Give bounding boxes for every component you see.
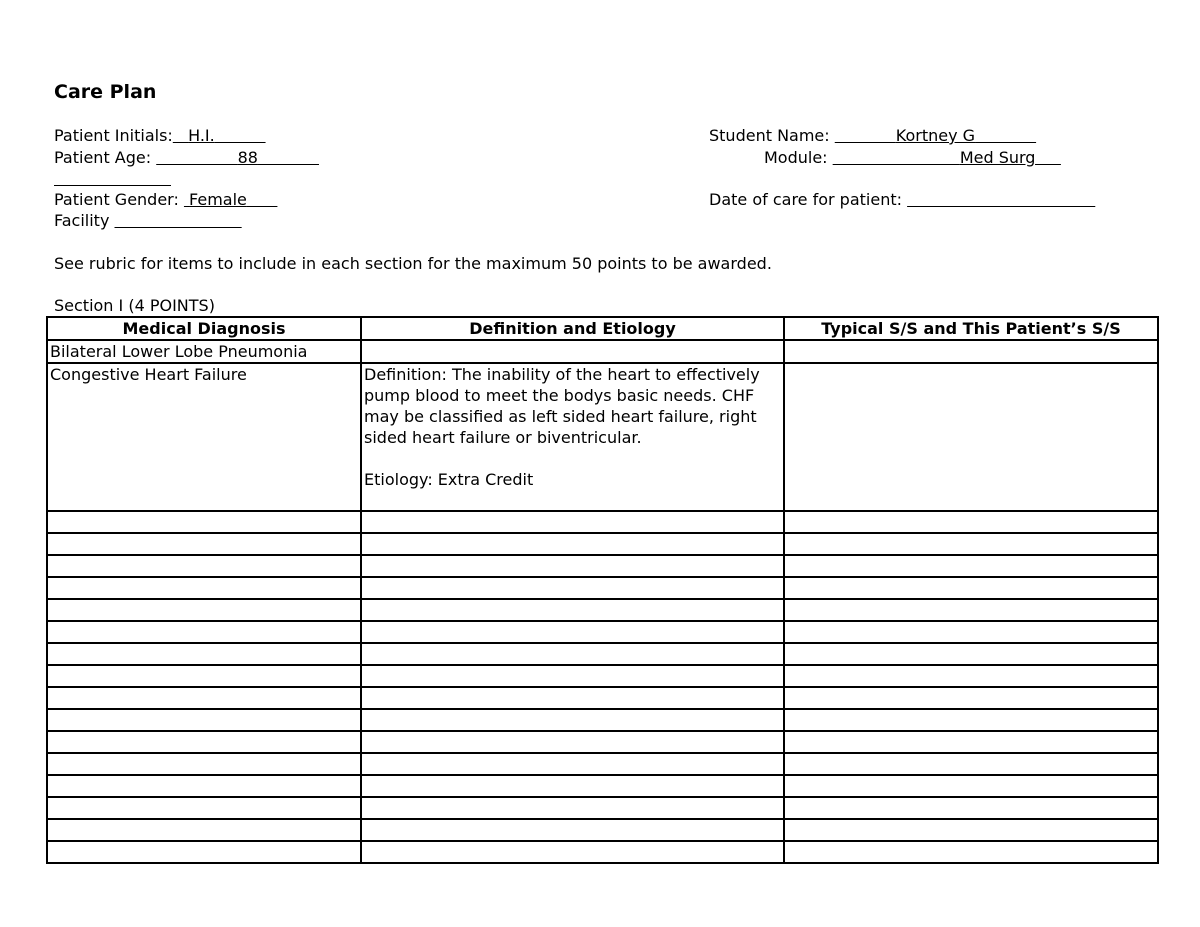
- student-name-value: Kortney G: [895, 126, 976, 145]
- instructions-text: See rubric for items to include in each section for the maximum 50 points to be awarded.: [54, 254, 772, 273]
- table-row: [47, 709, 1158, 731]
- signs-symptoms-cell[interactable]: [784, 577, 1158, 599]
- signs-symptoms-cell[interactable]: [784, 643, 1158, 665]
- signs-symptoms-cell[interactable]: [784, 533, 1158, 555]
- table-row: [47, 511, 1158, 533]
- facility-field: [54, 211, 242, 231]
- definition-cell[interactable]: [361, 340, 784, 363]
- definition-cell[interactable]: [361, 511, 784, 533]
- diagnosis-table: [46, 316, 1159, 864]
- table-row: [47, 841, 1158, 863]
- definition-cell[interactable]: [361, 687, 784, 709]
- module-label: Module:: [764, 148, 833, 167]
- patient-gender-label: Patient Gender:: [54, 190, 184, 209]
- definition-cell[interactable]: Definition: The inability of the heart to effectively pump blood to meet the bodys basic needs. CHF may be classified as left sided heart failure, right sided heart failure or biventricular. Etiology: Extra Credit: [361, 363, 784, 511]
- definition-cell[interactable]: [361, 533, 784, 555]
- definition-cell[interactable]: [361, 797, 784, 819]
- patient-gender-field: [54, 190, 277, 210]
- table-row: [47, 533, 1158, 555]
- diagnosis-cell[interactable]: [47, 577, 361, 599]
- module-blank: [833, 148, 1061, 167]
- diagnosis-cell[interactable]: [47, 555, 361, 577]
- signs-symptoms-cell[interactable]: [784, 621, 1158, 643]
- table-row: [47, 340, 1158, 363]
- signs-symptoms-cell[interactable]: [784, 709, 1158, 731]
- student-name-label: Student Name:: [709, 126, 835, 145]
- table-header-row: [47, 317, 1158, 340]
- header-medical-diagnosis: Medical Diagnosis: [47, 317, 361, 340]
- signs-symptoms-cell[interactable]: [784, 775, 1158, 797]
- patient-initials-label: Patient Initials:: [54, 126, 173, 145]
- diagnosis-cell[interactable]: [47, 599, 361, 621]
- table-row: [47, 753, 1158, 775]
- patient-age-blank: [156, 148, 319, 167]
- diagnosis-cell[interactable]: [47, 643, 361, 665]
- table-row: [47, 599, 1158, 621]
- signs-symptoms-cell[interactable]: [784, 599, 1158, 621]
- definition-cell[interactable]: [361, 621, 784, 643]
- diagnosis-cell[interactable]: [47, 775, 361, 797]
- table-row: [47, 621, 1158, 643]
- patient-gender-blank: [184, 190, 277, 209]
- signs-symptoms-cell[interactable]: [784, 555, 1158, 577]
- diagnosis-cell[interactable]: Bilateral Lower Lobe Pneumonia: [47, 340, 361, 363]
- date-of-care-field: [709, 190, 1095, 210]
- definition-cell[interactable]: [361, 841, 784, 863]
- signs-symptoms-cell[interactable]: [784, 753, 1158, 775]
- signs-symptoms-cell[interactable]: [784, 511, 1158, 533]
- patient-initials-value: H.I.: [188, 126, 215, 145]
- diagnosis-cell[interactable]: [47, 731, 361, 753]
- diagnosis-cell[interactable]: [47, 709, 361, 731]
- table-row: [47, 665, 1158, 687]
- definition-cell[interactable]: [361, 555, 784, 577]
- definition-cell[interactable]: [361, 665, 784, 687]
- patient-age-blank-wrap: [54, 169, 171, 189]
- diagnosis-cell[interactable]: [47, 753, 361, 775]
- definition-cell[interactable]: [361, 599, 784, 621]
- definition-cell[interactable]: [361, 643, 784, 665]
- signs-symptoms-cell[interactable]: [784, 819, 1158, 841]
- signs-symptoms-cell[interactable]: [784, 340, 1158, 363]
- section-label: Section I (4 POINTS): [54, 296, 215, 315]
- signs-symptoms-cell[interactable]: [784, 363, 1158, 511]
- date-of-care-blank: [907, 190, 1095, 209]
- diagnosis-cell[interactable]: [47, 819, 361, 841]
- signs-symptoms-cell[interactable]: [784, 665, 1158, 687]
- header-signs-symptoms: Typical S/S and This Patient’s S/S: [784, 317, 1158, 340]
- patient-age-value: 88: [237, 148, 258, 167]
- diagnosis-cell[interactable]: Congestive Heart Failure: [47, 363, 361, 511]
- signs-symptoms-cell[interactable]: [784, 797, 1158, 819]
- student-name-blank: [835, 126, 1036, 145]
- patient-age-field: [54, 148, 319, 168]
- module-field: [764, 148, 1061, 168]
- signs-symptoms-cell[interactable]: [784, 687, 1158, 709]
- diagnosis-cell[interactable]: [47, 687, 361, 709]
- facility-blank: [115, 211, 242, 230]
- table-row: [47, 363, 1158, 511]
- definition-cell[interactable]: [361, 577, 784, 599]
- definition-cell[interactable]: [361, 709, 784, 731]
- header-definition-etiology: Definition and Etiology: [361, 317, 784, 340]
- patient-age-label: Patient Age:: [54, 148, 157, 167]
- table-row: [47, 687, 1158, 709]
- table-row: [47, 555, 1158, 577]
- diagnosis-cell[interactable]: [47, 533, 361, 555]
- table-row: [47, 577, 1158, 599]
- patient-initials-field: [54, 126, 266, 146]
- signs-symptoms-cell[interactable]: [784, 731, 1158, 753]
- table-row: [47, 775, 1158, 797]
- table-row: [47, 819, 1158, 841]
- table-row: [47, 797, 1158, 819]
- diagnosis-cell[interactable]: [47, 621, 361, 643]
- page-title: Care Plan: [54, 81, 157, 103]
- student-name-field: [709, 126, 1036, 146]
- diagnosis-cell[interactable]: [47, 841, 361, 863]
- patient-initials-blank: [173, 126, 266, 145]
- signs-symptoms-cell[interactable]: [784, 841, 1158, 863]
- definition-cell[interactable]: [361, 819, 784, 841]
- facility-label: Facility: [54, 211, 115, 230]
- diagnosis-cell[interactable]: [47, 797, 361, 819]
- definition-cell[interactable]: [361, 775, 784, 797]
- table-row: [47, 731, 1158, 753]
- table-row: [47, 643, 1158, 665]
- diagnosis-cell[interactable]: [47, 665, 361, 687]
- date-of-care-label: Date of care for patient:: [709, 190, 908, 209]
- module-value: Med Surg: [959, 148, 1036, 167]
- definition-cell[interactable]: [361, 753, 784, 775]
- diagnosis-cell[interactable]: [47, 511, 361, 533]
- definition-cell[interactable]: [361, 731, 784, 753]
- patient-gender-value: Female: [189, 190, 247, 209]
